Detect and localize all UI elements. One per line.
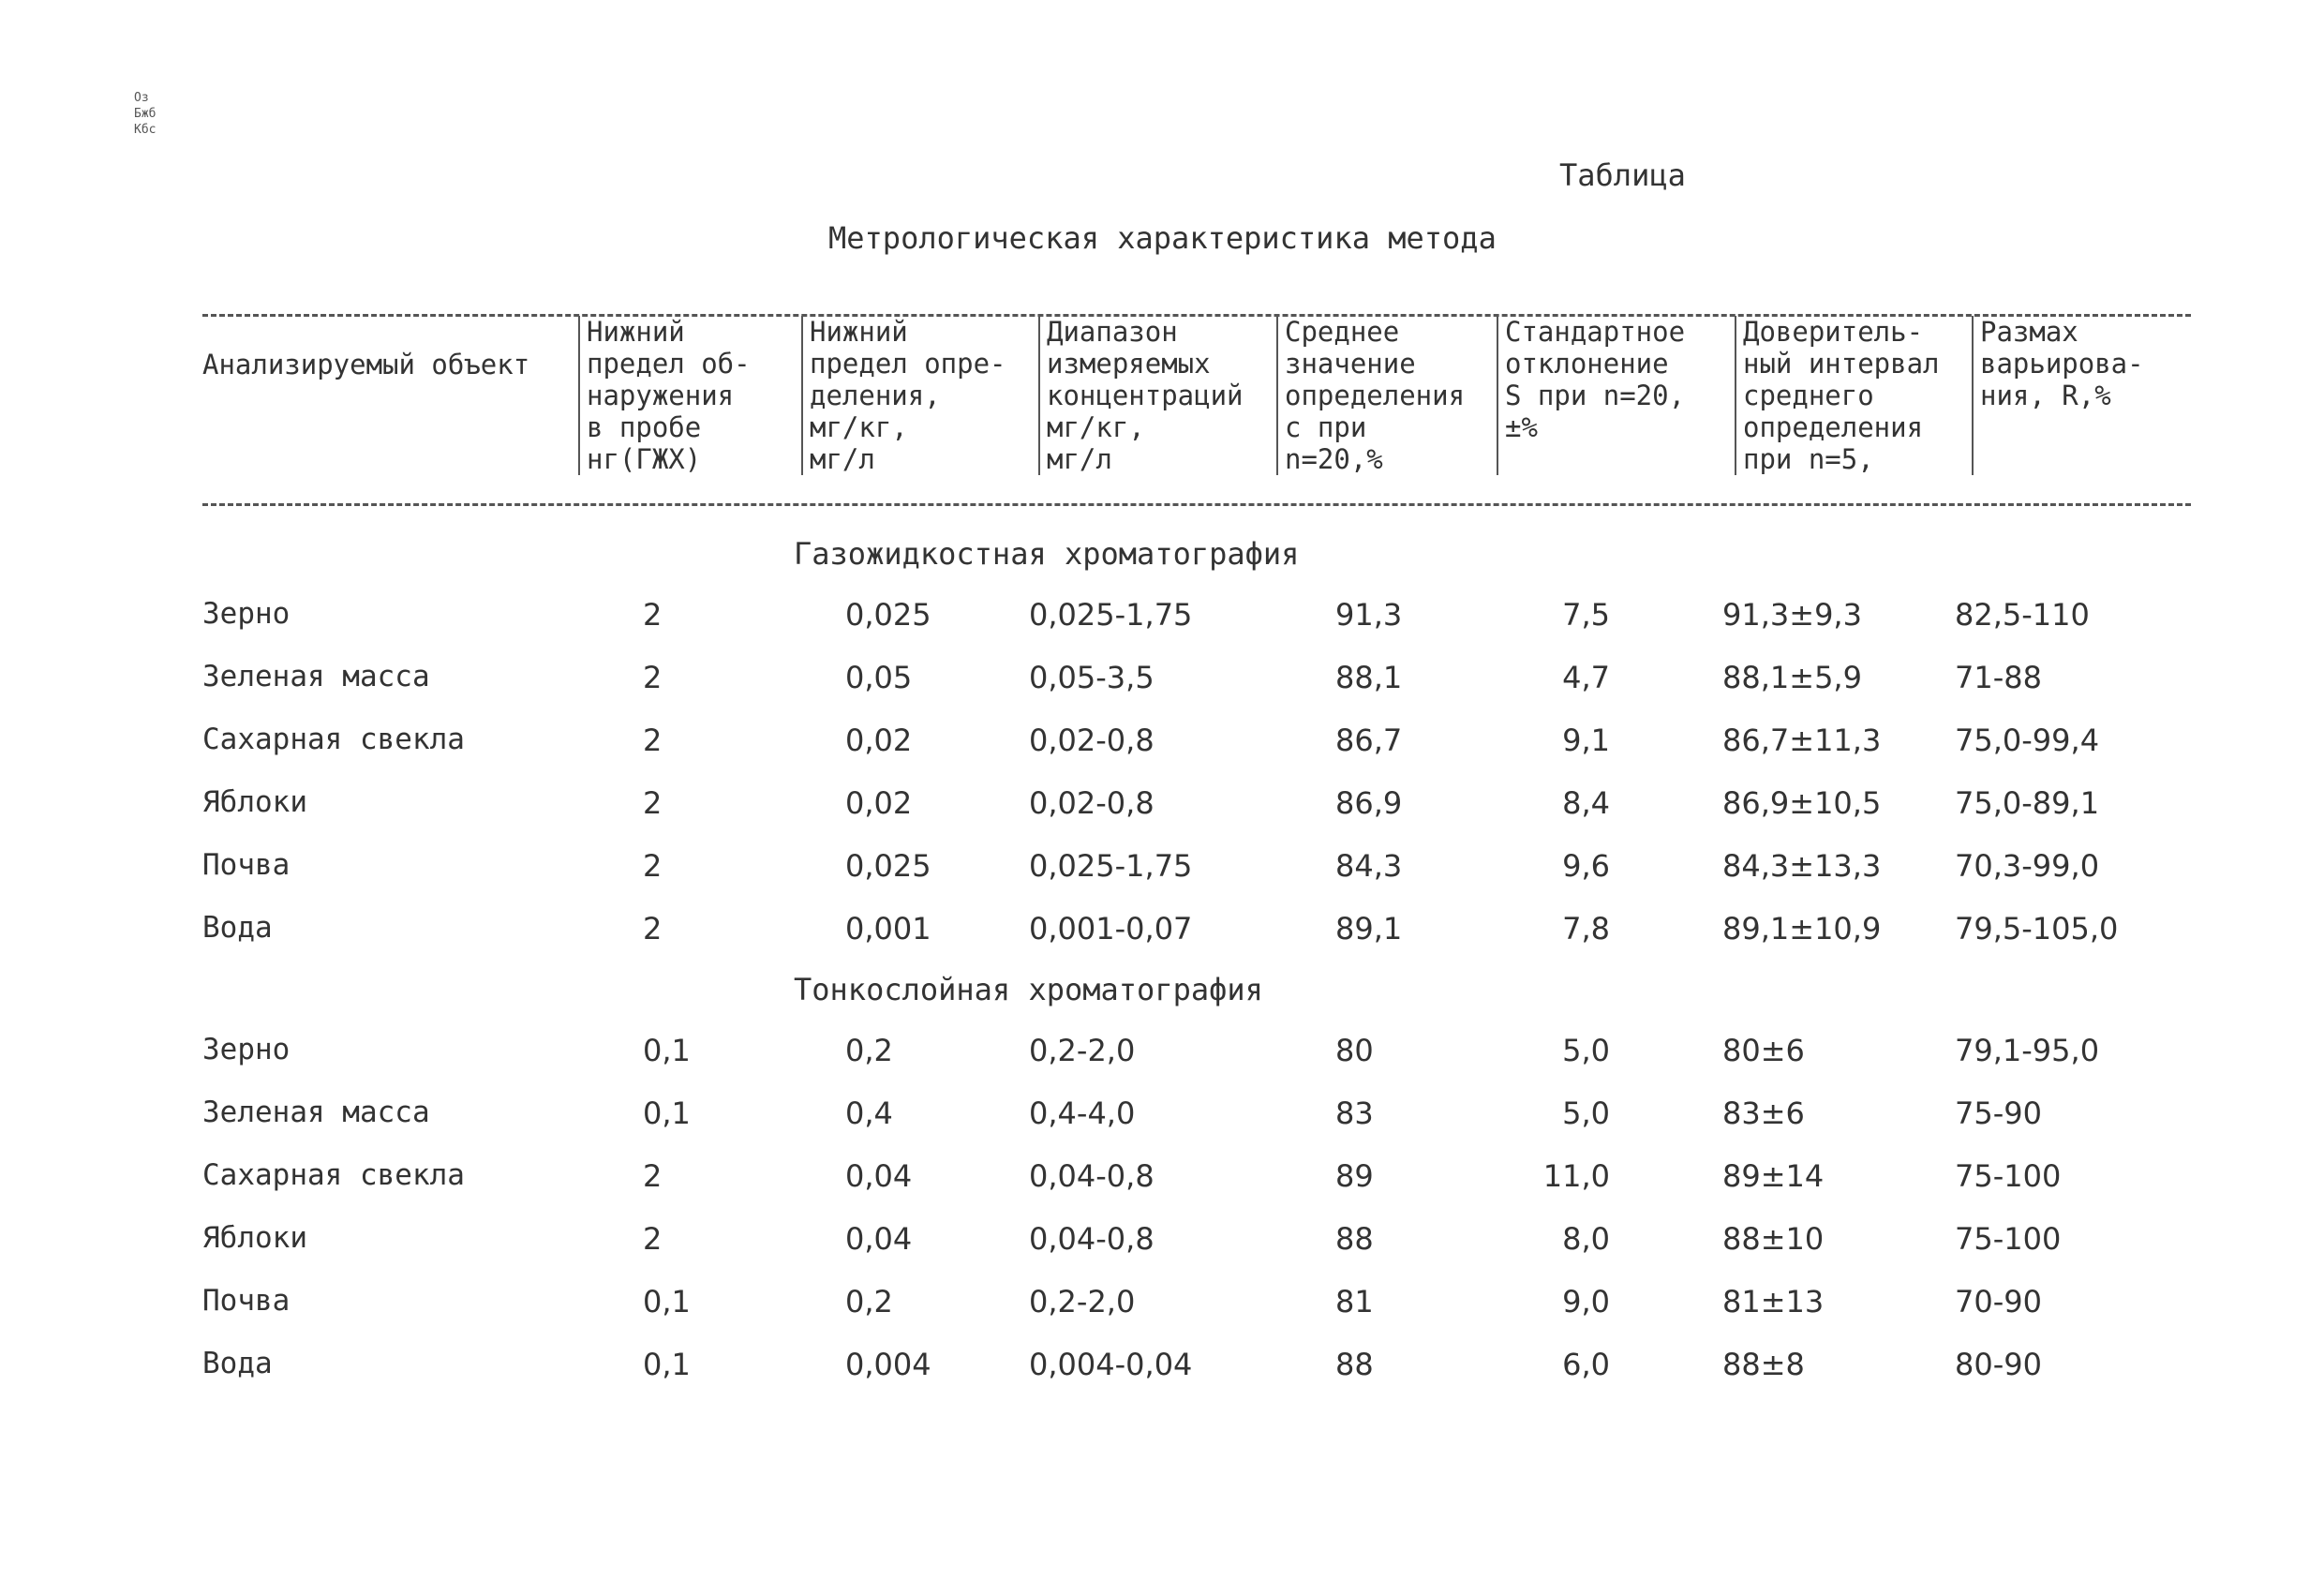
cell-confidence-interval: 88,1±5,9 <box>1722 660 1862 695</box>
cell-std-deviation: 8,4 <box>1562 785 1610 821</box>
cell-quantitation-limit: 0,001 <box>845 911 931 947</box>
cell-confidence-interval: 88±10 <box>1722 1221 1825 1257</box>
cell-detection-limit: 2 <box>643 597 663 633</box>
cell-mean: 89,1 <box>1335 911 1403 947</box>
cell-std-deviation: 7,5 <box>1562 597 1610 633</box>
table-label: Таблица <box>1559 157 1686 193</box>
cell-quantitation-limit: 0,05 <box>845 660 913 695</box>
cell-range: 0,04-0,8 <box>1029 1158 1155 1194</box>
cell-range-variation: 80-90 <box>1955 1347 2042 1382</box>
cell-range-variation: 75,0-89,1 <box>1955 785 2100 821</box>
cell-range-variation: 71-88 <box>1955 660 2042 695</box>
cell-mean: 80 <box>1335 1033 1374 1068</box>
cell-object: Яблоки <box>202 785 307 819</box>
cell-confidence-interval: 80±6 <box>1722 1033 1805 1068</box>
cell-std-deviation: 4,7 <box>1562 660 1610 695</box>
cell-quantitation-limit: 0,4 <box>845 1096 893 1131</box>
header-divider <box>1735 316 1736 475</box>
cell-detection-limit: 2 <box>643 1158 663 1194</box>
cell-mean: 88 <box>1335 1347 1374 1382</box>
cell-std-deviation: 9,1 <box>1562 723 1610 758</box>
cell-quantitation-limit: 0,025 <box>845 597 931 633</box>
cell-object: Почва <box>202 1284 290 1318</box>
cell-detection-limit: 2 <box>643 1221 663 1257</box>
cell-quantitation-limit: 0,025 <box>845 848 931 884</box>
header-bottom-rule <box>202 503 2191 506</box>
cell-detection-limit: 2 <box>643 723 663 758</box>
cell-std-deviation: 7,8 <box>1562 911 1610 947</box>
header-std-deviation: Стандартное отклонение S при n=20, ±% <box>1505 316 1686 443</box>
cell-range-variation: 75-100 <box>1955 1158 2062 1194</box>
cell-mean: 83 <box>1335 1096 1374 1131</box>
cell-range: 0,025-1,75 <box>1029 848 1193 884</box>
cell-quantitation-limit: 0,04 <box>845 1221 913 1257</box>
cell-confidence-interval: 88±8 <box>1722 1347 1805 1382</box>
cell-range: 0,2-2,0 <box>1029 1033 1136 1068</box>
cell-object: Зерно <box>202 597 290 631</box>
cell-range: 0,004-0,04 <box>1029 1347 1193 1382</box>
cell-mean: 91,3 <box>1335 597 1403 633</box>
table-row <box>0 911 2324 948</box>
cell-detection-limit: 0,1 <box>643 1033 691 1068</box>
cell-mean: 88 <box>1335 1221 1374 1257</box>
header-range: Диапазон измеряемых концентраций мг/кг, мг/л <box>1047 316 1244 475</box>
table-row <box>0 597 2324 634</box>
header-divider <box>1276 316 1278 475</box>
cell-confidence-interval: 89±14 <box>1722 1158 1825 1194</box>
table-row <box>0 848 2324 886</box>
table-row <box>0 1096 2324 1133</box>
header-mean: Среднее значение определения с при n=20,% <box>1285 316 1466 475</box>
header-divider <box>1497 316 1498 475</box>
cell-mean: 89 <box>1335 1158 1374 1194</box>
cell-range: 0,02-0,8 <box>1029 785 1155 821</box>
cell-std-deviation: 5,0 <box>1562 1033 1610 1068</box>
cell-confidence-interval: 81±13 <box>1722 1284 1825 1319</box>
cell-range: 0,025-1,75 <box>1029 597 1193 633</box>
cell-object: Сахарная свекла <box>202 1158 465 1192</box>
header-divider <box>1972 316 1974 475</box>
cell-detection-limit: 0,1 <box>643 1096 691 1131</box>
cell-detection-limit: 2 <box>643 911 663 947</box>
cell-mean: 86,9 <box>1335 785 1403 821</box>
cell-range: 0,001-0,07 <box>1029 911 1193 947</box>
cell-detection-limit: 0,1 <box>643 1347 691 1382</box>
cell-range: 0,05-3,5 <box>1029 660 1155 695</box>
cell-range-variation: 79,5-105,0 <box>1955 911 2119 947</box>
cell-object: Сахарная свекла <box>202 723 465 756</box>
cell-mean: 84,3 <box>1335 848 1403 884</box>
cell-range-variation: 75,0-99,4 <box>1955 723 2100 758</box>
cell-object: Зерно <box>202 1033 290 1066</box>
table-row <box>0 1284 2324 1321</box>
cell-mean: 81 <box>1335 1284 1374 1319</box>
header-object: Анализируемый объект <box>202 349 530 380</box>
cell-std-deviation: 5,0 <box>1562 1096 1610 1131</box>
table-row <box>0 723 2324 760</box>
cell-range-variation: 70,3-99,0 <box>1955 848 2100 884</box>
cell-range-variation: 79,1-95,0 <box>1955 1033 2100 1068</box>
cell-quantitation-limit: 0,004 <box>845 1347 931 1382</box>
cell-range-variation: 82,5-110 <box>1955 597 2090 633</box>
table-row <box>0 1033 2324 1070</box>
cell-range-variation: 75-90 <box>1955 1096 2042 1131</box>
section-title-glc: Газожидкостная хроматография <box>794 536 1300 572</box>
cell-object: Вода <box>202 1347 273 1380</box>
cell-confidence-interval: 89,1±10,9 <box>1722 911 1882 947</box>
cell-quantitation-limit: 0,02 <box>845 785 913 821</box>
header-divider <box>801 316 803 475</box>
cell-range: 0,02-0,8 <box>1029 723 1155 758</box>
header-confidence-interval: Доверитель- ный интервал среднего определения при n=5, <box>1743 316 1940 475</box>
cell-detection-limit: 2 <box>643 848 663 884</box>
cell-mean: 86,7 <box>1335 723 1403 758</box>
table-row <box>0 1347 2324 1384</box>
cell-range: 0,2-2,0 <box>1029 1284 1136 1319</box>
header-range-variation: Размах варьирова- ния, R,% <box>1980 316 2144 411</box>
table-row <box>0 1221 2324 1259</box>
cell-object: Яблоки <box>202 1221 307 1255</box>
section-title-tlc: Тонкослойная хроматография <box>794 972 1263 1007</box>
table-row <box>0 785 2324 823</box>
header-divider <box>1038 316 1040 475</box>
cell-std-deviation: 9,6 <box>1562 848 1610 884</box>
cell-detection-limit: 0,1 <box>643 1284 691 1319</box>
cell-range-variation: 70-90 <box>1955 1284 2042 1319</box>
cell-range: 0,04-0,8 <box>1029 1221 1155 1257</box>
cell-confidence-interval: 84,3±13,3 <box>1722 848 1882 884</box>
margin-mark: Оз Бжб Кбс <box>134 91 156 137</box>
cell-confidence-interval: 83±6 <box>1722 1096 1805 1131</box>
table-row <box>0 1158 2324 1196</box>
header-quantitation-limit: Нижний предел опре- деления, мг/кг, мг/л <box>810 316 1006 475</box>
header-detection-limit: Нижний предел об- наружения в пробе нг(ГЖХ) <box>587 316 751 475</box>
cell-quantitation-limit: 0,02 <box>845 723 913 758</box>
cell-range: 0,4-4,0 <box>1029 1096 1136 1131</box>
cell-object: Зеленая масса <box>202 1096 430 1129</box>
cell-detection-limit: 2 <box>643 785 663 821</box>
cell-std-deviation: 8,0 <box>1562 1221 1610 1257</box>
cell-quantitation-limit: 0,2 <box>845 1033 893 1068</box>
cell-std-deviation: 9,0 <box>1562 1284 1610 1319</box>
table-title: Метрологическая характеристика метода <box>828 220 1497 256</box>
header-divider <box>578 316 580 475</box>
cell-object: Вода <box>202 911 273 945</box>
cell-mean: 88,1 <box>1335 660 1403 695</box>
cell-confidence-interval: 91,3±9,3 <box>1722 597 1862 633</box>
table-row <box>0 660 2324 697</box>
cell-std-deviation: 11,0 <box>1542 1158 1610 1194</box>
cell-object: Зеленая масса <box>202 660 430 693</box>
cell-confidence-interval: 86,7±11,3 <box>1722 723 1882 758</box>
cell-quantitation-limit: 0,04 <box>845 1158 913 1194</box>
cell-object: Почва <box>202 848 290 882</box>
cell-confidence-interval: 86,9±10,5 <box>1722 785 1882 821</box>
cell-range-variation: 75-100 <box>1955 1221 2062 1257</box>
cell-quantitation-limit: 0,2 <box>845 1284 893 1319</box>
cell-detection-limit: 2 <box>643 660 663 695</box>
cell-std-deviation: 6,0 <box>1562 1347 1610 1382</box>
